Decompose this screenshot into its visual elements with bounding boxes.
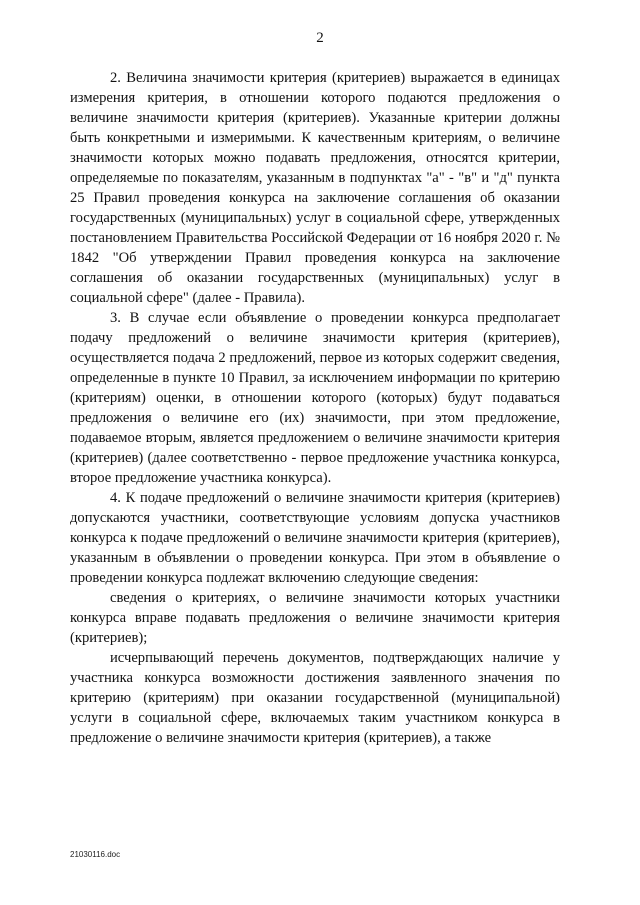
paragraph-4-item-2: исчерпывающий перечень документов, подтверждающих наличие у участника конкурса возможности достижения заявленного значения по критерию (критериям) при оказании государственной (муниципальной) услуги в социальной сфере, включаемых таким участником конкурса в предложение о величине значимости критерия (критериев), а также <box>70 650 560 746</box>
paragraph-4-item-1: сведения о критериях, о величине значимости которых участники конкурса вправе подавать предложения о величине значимости критерия (критериев); <box>70 590 560 646</box>
paragraph-4: 4. К подаче предложений о величине значимости критерия (критериев) допускаются участники, соответствующие условиям допуска участников конкурса к подаче предложений о величине значимости критерия (критериев), указанным в объявлении о проведении конкурса. При этом в объявление о проведении конкурса подлежат включению следующие сведения: <box>70 490 560 586</box>
paragraph-2: 2. Величина значимости критерия (критериев) выражается в единицах измерения критерия, в отношении которого подаются предложения о величине значимости критерия (критериев). Указанные критерии должны быть конкретными и измеримыми. К качественным критериям, о величине значимости которых можно подавать предложения, относятся критерии, определяемые по показателям, указанным в подпунктах "а" - "в" и "д" пункта 25 Правил проведения конкурса на заключение соглашения об оказании государственных (муниципальных) услуг в социальной сфере, утвержденных постановлением Правительства Российской Федерации от 16 ноября 2020 г. № 1842 "Об утверждении Правил проведения конкурса на заключение соглашения об оказании государственных (муниципальных) услуг в социальной сфере" (далее - Правила). <box>70 70 560 306</box>
file-name-footer: 21030116.doc <box>70 850 121 859</box>
document-body <box>70 68 560 748</box>
paragraph-3: 3. В случае если объявление о проведении конкурса предполагает подачу предложений о величине значимости критерия (критериев), осуществляется подача 2 предложений, первое из которых содержит сведения, определенные в пункте 10 Правил, за исключением информации по критерию (критериям) оценки, в отношении которого (которых) будут подаваться предложения о величине его (их) значимости, при этом предложение, подаваемое вторым, является предложением о величине значимости критерия (критериев) (далее соответственно - первое предложение участника конкурса, второе предложение участника конкурса). <box>70 310 560 486</box>
page-number: 2 <box>316 30 324 46</box>
